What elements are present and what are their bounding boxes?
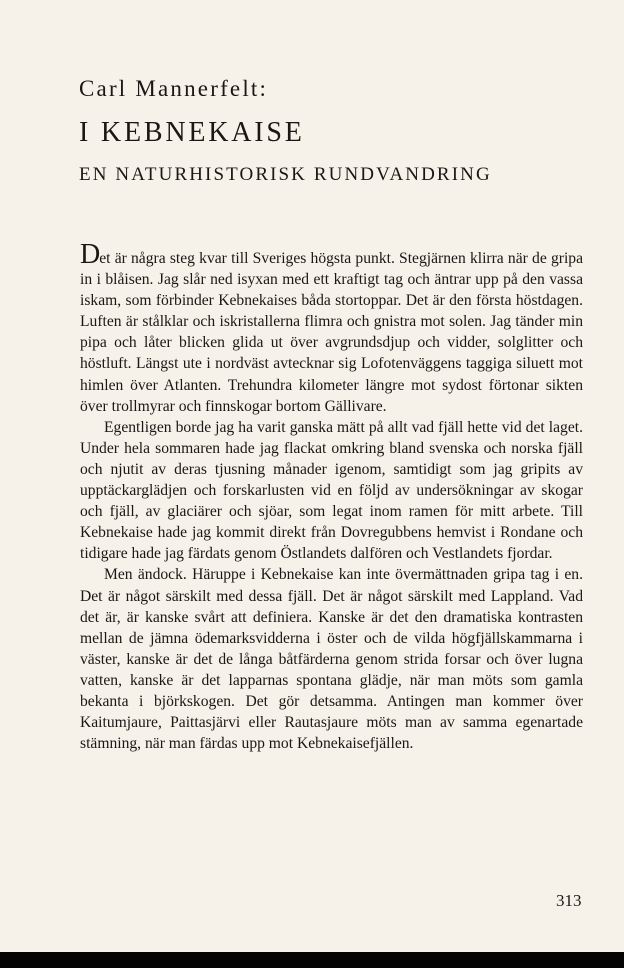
author-name: Carl Mannerfelt: [79,76,269,101]
article-title: I KEBNEKAISE [79,117,305,148]
paragraph-2: Egentligen borde jag ha varit ganska mätt på allt vad fjäll hette vid det laget. Under hela sommaren hade jag flackat omkring bland svenska och norska fjäll och njutit av deras tjusning månader igenom, samtidigt som jag gripits av upptäckarglädjen och forskarlusten vid en följd av undersökningar av skogar och fjäll, av glaciärer och sjöar, som legat inom ramen för mitt arbete. Till Kebnekaise hade jag kommit direkt från Dovregubbens hemvist i Rondane och tidigare hade jag färdats genom Östlandets dalfören och Vestlandets fjordar. [80,418,583,563]
page-number: 313 [556,891,582,910]
article-body [80,239,583,754]
scan-bottom-edge [0,952,624,968]
paragraph-3: Men ändock. Häruppe i Kebnekaise kan inte övermättnaden gripa tag i en. Det är något särskilt med dessa fjäll. Det är något särskilt med Lappland. Vad det är, är kanske svårt att definiera. Kanske är det den dramatiska kontrasten mellan de jämna ödemarksvidderna i öster och de vilda högfjällskammarna i väster, kanske är det de långa båtfärderna genom strida forsar och över lugna vatten, kanske är det lapparnas spontana glädje, när man möts som gamla bekanta i björkskogen. Det gör detsamma. Antingen man kommer över Kaitumjaure, Paittasjärvi eller Rautasjaure möts man av samma egenartade stämning, när man färdas upp mot Kebnekaisefjällen. [80,566,583,753]
paragraph-1-text: et är några steg kvar till Sveriges högsta punkt. Stegjärnen klirra när de gripa in i blåisen. Jag slår ned isyxan med ett kraftigt tag och äntrar upp på den vassa iskam, som förbinder Kebnekaises båda stortoppar. Det är den första höstdagen. Luften är stålklar och iskristallerna flimra och gnistra mot solen. Jag tänder min pipa och låter blicken glida ut över avgrundsdjup och vidder, solglitter och höstluft. Längst ute i nordväst avtecknar sig Lofotenväggens taggiga siluett mot himlen över Atlanten. Trehundra kilometer längre mot sydost förtonar sikten över trollmyrar och finnskogar bortom Gällivare. [80,250,583,415]
paragraph-1 [80,239,583,417]
drop-cap: D [80,239,100,270]
article-subtitle: EN NATURHISTORISK RUNDVANDRING [79,164,492,185]
